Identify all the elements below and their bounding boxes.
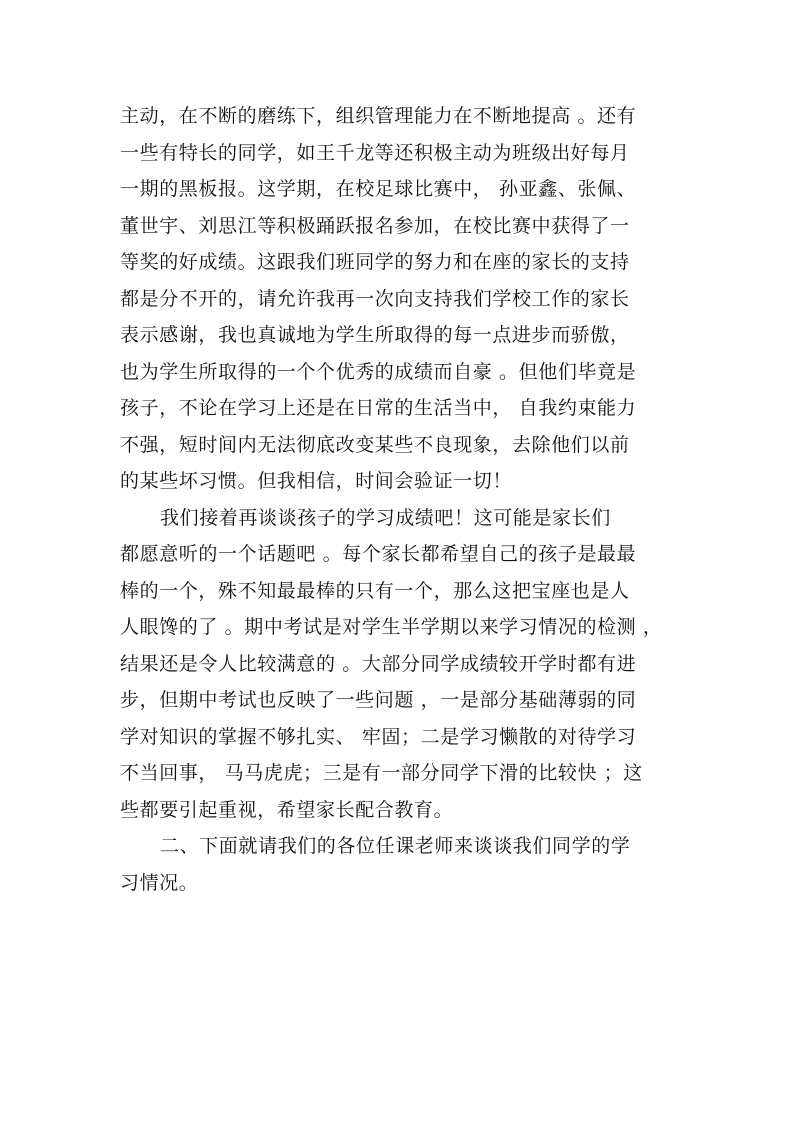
- paragraph-line: 表示感谢，我也真诚地为学生所取得的每一点进步而骄傲，: [120, 324, 630, 346]
- section-heading-line: 二、下面就请我们的各位任课老师来谈谈我们同学的学: [160, 835, 631, 857]
- paragraph-line: 我们接着再谈谈孩子的学习成绩吧！这可能是家长们: [160, 506, 611, 529]
- paragraph-line: 等奖的好成绩。这跟我们班同学的努力和在座的家长的支持: [120, 251, 630, 273]
- paragraph-line: 些都要引起重视，希望家长配合教育。: [120, 798, 454, 821]
- paragraph-line: 不强，短时间内无法彻底改变某些不良现象，去除他们以前: [120, 433, 630, 456]
- paragraph-line: 也为学生所取得的一个个优秀的成绩而自豪 。但他们毕竟是: [120, 360, 637, 383]
- paragraph-line: 学对知识的掌握不够扎实、 牢固；二是学习懒散的对待学习: [120, 725, 637, 748]
- paragraph-line: 孩子，不论在学习上还是在日常的生活当中， 自我约束能力: [120, 397, 637, 419]
- paragraph-line: 结果还是令人比较满意的 。大部分同学成绩较开学时都有进: [120, 652, 637, 675]
- paragraph-line: 不当回事， 马马虎虎；三是有一部分同学下滑的比较快 ；这: [120, 762, 643, 784]
- paragraph-line: 步，但期中考试也反映了一些问题 ，一是部分基础薄弱的同: [120, 689, 637, 711]
- paragraph-line: 都愿意听的一个话题吧 。每个家长都希望自己的孩子是最最: [120, 543, 637, 565]
- paragraph-line: 的某些坏习惯。但我相信，时间会验证一切！: [120, 470, 513, 492]
- paragraph-line: 习情况。: [120, 871, 199, 894]
- paragraph-line: 棒的一个，殊不知最最棒的只有一个，那么这把宝座也是人: [120, 579, 630, 602]
- paragraph-line: 一些有特长的同学，如王千龙等还积极主动为班级出好每月: [120, 141, 630, 164]
- paragraph-line: 一期的黑板报。这学期，在校足球比赛中， 孙亚鑫、张佩、: [120, 178, 637, 200]
- document-body: [120, 98, 690, 901]
- paragraph-line: 主动，在不断的磨练下，组织管理能力在不断地提高 。还有: [120, 105, 637, 127]
- paragraph-line: 董世宇、刘思江等积极踊跃报名参加，在校比赛中获得了一: [120, 214, 630, 237]
- paragraph-line: 人眼馋的了 。期中考试是对学生半学期以来学习情况的检测 ，: [120, 616, 663, 638]
- paragraph-line: 都是分不开的，请允许我再一次向支持我们学校工作的家长: [120, 287, 630, 310]
